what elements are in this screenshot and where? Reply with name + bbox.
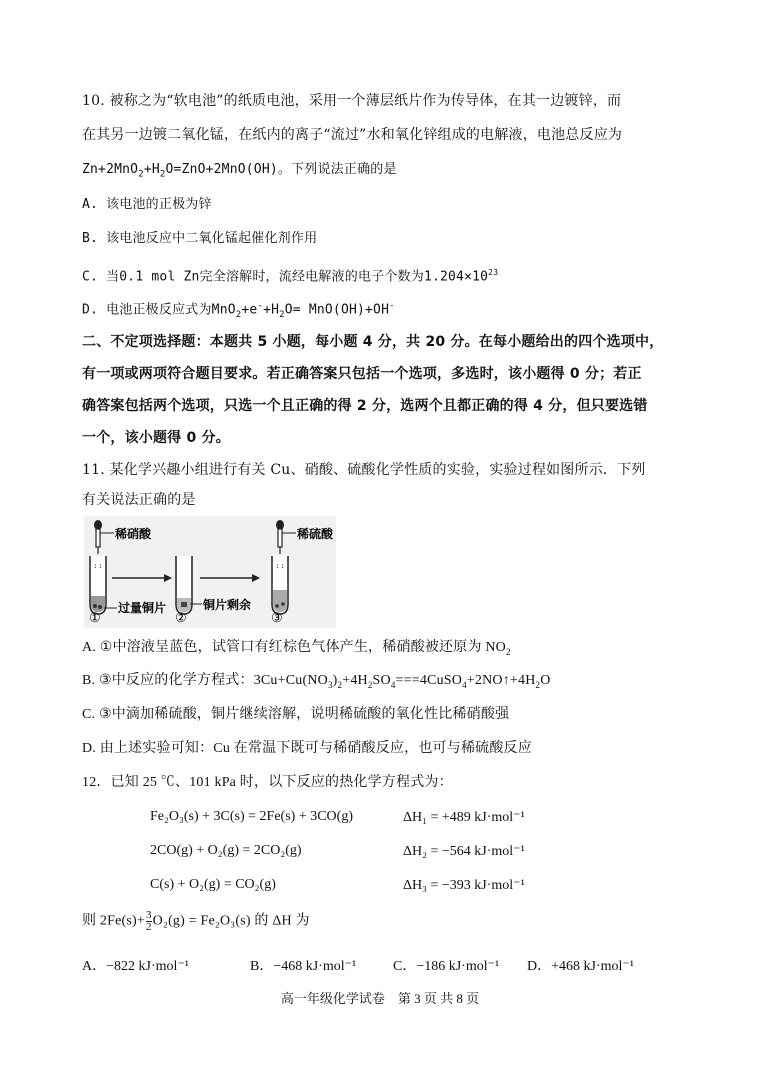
label-step-3: ③ (271, 611, 283, 626)
page-footer: 高一年级化学试卷 第 3 页 共 8 页 (280, 991, 480, 1006)
q10-reaction-line: $Zn+2MnO_2+H_2O=ZnO+2MnO(OH)$。下列说法正确的是 (82, 162, 397, 180)
test-tube-1-icon (90, 556, 106, 614)
enthalpy-2: ΔH₂ = −564 kJ·mol⁻¹ (403, 844, 525, 859)
q12-option-b: B．−468 kJ·mol⁻¹ (250, 959, 357, 974)
q10-option-c: C. 当0.1 mol Zn完全溶解时，流经电解液的电子个数为$1.204\times 10^{23}$ (82, 268, 499, 285)
test-tube-2-icon (176, 556, 192, 614)
equation-1: Fe₂O₃(s) + 3C(s) = 2Fe(s) + 3CO(g) (150, 809, 353, 824)
q11-stem-line1: 11. 某化学兴趣小组进行有关 Cu、硝酸、硫酸化学性质的实验，实验过程如图所示．下列 (82, 462, 646, 478)
q12-option-d: D．+468 kJ·mol⁻¹ (527, 959, 634, 974)
label-dilute-sulfuric-acid: 稀硫酸 (297, 527, 334, 541)
fraction-three-halves: $\frac{3}{2}$ (145, 909, 152, 933)
q12-question: 则 2Fe(s)+ $\frac{3}{2}$ O₂(g) = Fe₂O₃(s) 的 ΔH 为 (82, 909, 310, 933)
label-dilute-nitric-acid: 稀硝酸 (115, 527, 152, 541)
q10-stem-line2: 在其另一边镀二氧化锰，在纸内的离子“流过”水和氧化锌组成的电解液，电池总反应为 (82, 127, 623, 143)
label-excess-copper: 过量铜片 (118, 601, 167, 615)
svg-text:: :: : : (276, 561, 284, 570)
q11-option-d: D. 由上述实验可知：Cu 在常温下既可与稀硝酸反应，也可与稀硫酸反应 (82, 741, 532, 756)
q10-option-a: A. 该电池的正极为锌 (82, 197, 212, 212)
q10-option-d: D. 电池正极反应式为$MnO_2+e^-+H_2O= MnO(OH)+OH^-$ (82, 301, 395, 320)
section2-line2: 有一项或两项符合题目要求。若正确答案只包括一个选项，多选时，该小题得 0 分；若正 (82, 366, 642, 382)
equation-3: C(s) + O₂(g) = CO₂(g) (150, 877, 276, 892)
q11-option-a: A. ①中溶液呈蓝色，试管口有红棕色气体产生，稀硝酸被还原为 $NO_2$ (82, 640, 511, 657)
q11-option-c: C. ③中滴加稀硫酸，铜片继续溶解，说明稀硫酸的氧化性比稀硝酸强 (82, 707, 510, 722)
label-step-2: ② (175, 611, 187, 626)
q10-option-b: B. 该电池反应中二氧化锰起催化剂作用 (82, 231, 318, 246)
test-tube-3-icon (272, 556, 288, 614)
svg-text:: :: : : (94, 561, 102, 570)
q11-stem-line2: 有关说法正确的是 (82, 492, 196, 508)
q12-stem: 12．已知 25 ℃、101 kPa 时，以下反应的热化学方程式为： (82, 775, 453, 790)
label-copper-remaining: 铜片剩余 (203, 598, 252, 612)
section2-line1: 二、不定项选择题：本题共 5 小题，每小题 4 分，共 20 分。在每小题给出的四个选项中， (82, 334, 664, 350)
q10-stem-line1: 10. 被称之为“软电池”的纸质电池，采用一个薄层纸片作为传导体，在其一边镀锌，而 (82, 93, 622, 109)
section2-line4: 一个，该小题得 0 分。 (82, 430, 230, 446)
q11-option-b: B. ③中反应的化学方程式：$3Cu+Cu(NO_3)_2+4H_2SO_4===4CuSO_4+2NO↑+4H_2O$ (82, 673, 551, 690)
equation-2: 2CO(g) + O₂(g) = 2CO₂(g) (150, 843, 302, 858)
q12-option-a: A．−822 kJ·mol⁻¹ (82, 959, 189, 974)
enthalpy-1: ΔH₁ = +489 kJ·mol⁻¹ (403, 810, 525, 825)
experiment-figure (84, 516, 336, 628)
enthalpy-3: ΔH₃ = −393 kJ·mol⁻¹ (403, 878, 525, 893)
label-step-1: ① (89, 611, 101, 626)
section2-line3: 确答案包括两个选项，只选一个且正确的得 2 分，选两个且都正确的得 4 分，但只要选错 (82, 398, 648, 414)
q12-option-c: C．−186 kJ·mol⁻¹ (393, 959, 500, 974)
test-tube-diagram (84, 516, 336, 628)
